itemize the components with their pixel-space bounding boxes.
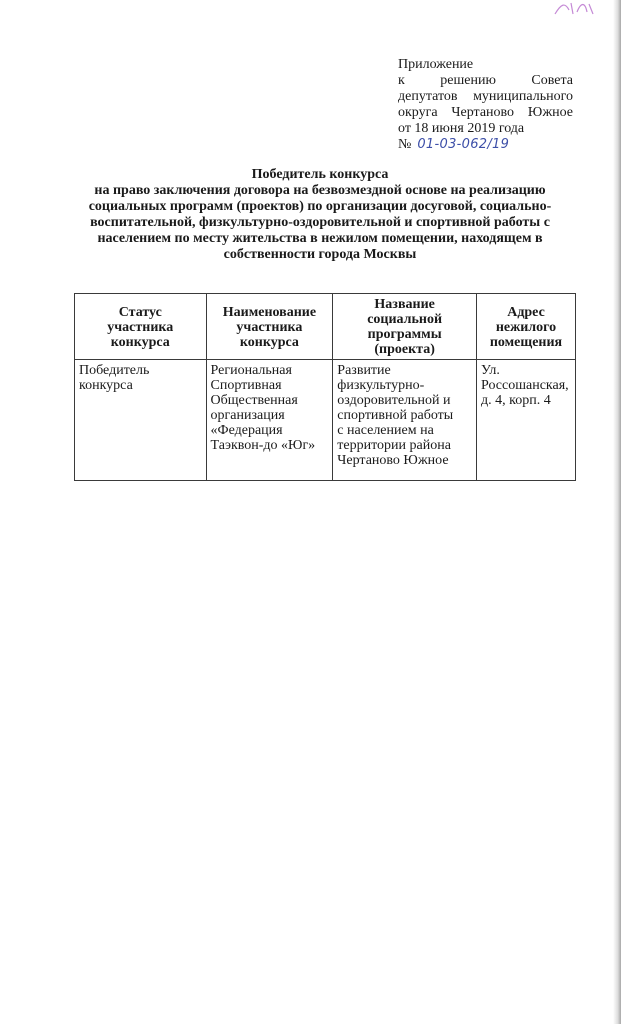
table-row [75,360,576,481]
header-status: Статус участника конкурса [75,294,207,360]
appendix-line-3: округа Чертаново Южное [398,105,573,120]
appendix-line-2: депутатов муниципального [398,89,573,104]
appendix-line-1: к решению Совета [398,73,573,88]
header-address: Адрес нежилого помещения [477,294,576,360]
table-header-row [75,294,576,360]
document-heading [70,167,570,263]
winners-table [74,293,576,481]
scan-edge-shadow [613,0,621,1024]
appendix-title: Приложение [398,57,474,72]
page-corner-marks [553,0,598,16]
cell-address: Ул. Россошанская, д. 4, корп. 4 [477,360,576,481]
heading-title: Победитель конкурса [251,167,389,182]
header-participant: Наименование участника конкурса [206,294,333,360]
appendix-number [398,137,573,153]
appendix-block [398,57,573,153]
handwritten-number: 01-03-062/19 [417,137,510,152]
number-sign: № [398,137,412,152]
heading-subtitle: на право заключения договора на безвозмездной основе на реализацию социальных программ (проектов) по организации досуговой, социально-воспитательной, физкультурно-оздоровительной и спортивной работы с населением по месту жительства в нежилом помещении, находящем в собственности города Москвы [88,183,552,262]
cell-participant: Региональная Спортивная Общественная организация «Федерация Таэквон-до «Юг» [206,360,333,481]
cell-status: Победитель конкурса [75,360,207,481]
appendix-line-4: от 18 июня 2019 года [398,121,525,136]
header-program: Название социальной программы (проекта) [333,294,477,360]
cell-program: Развитие физкультурно- оздоровительной и спортивной работы с населением на территории района Чертаново Южное [333,360,477,481]
